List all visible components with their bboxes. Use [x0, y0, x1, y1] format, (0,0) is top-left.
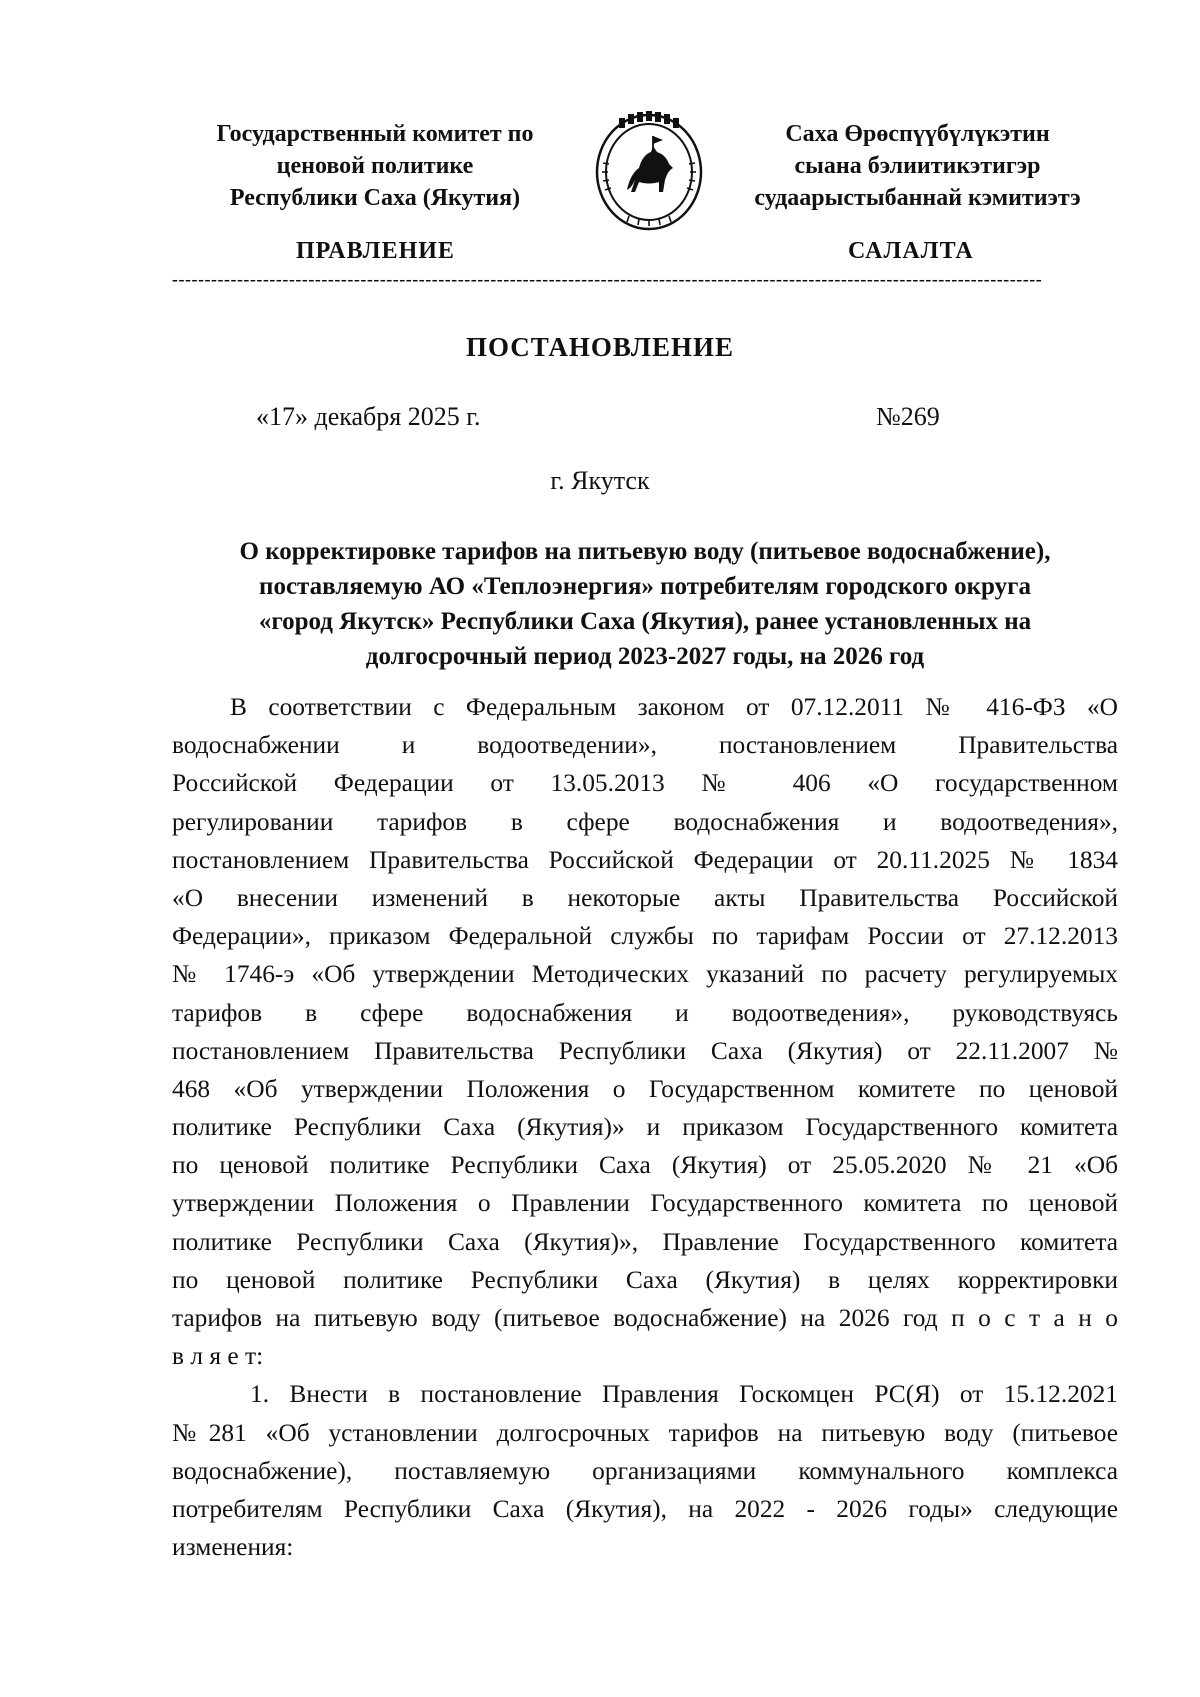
body-line: постановлением Правительства Республики Саха (Якутия) от 22.11.2007 № [172, 1036, 1118, 1065]
body-line: 1. Внести в постановление Правления Госкомцен РС(Я) от 15.12.2021 [250, 1380, 1118, 1409]
board-label-russian: ПРАВЛЕНИЕ [296, 238, 455, 264]
header-left-authority [180, 118, 570, 214]
body-line: по ценовой политике Республики Саха (Якутия) от 25.05.2020 № 21 «Об [172, 1151, 1118, 1180]
header-right-line: сыана бэлиитикэтигэр [794, 153, 1041, 179]
header-left-line: ценовой политике [276, 153, 474, 179]
header-right-authority [715, 118, 1120, 214]
document-body [172, 688, 1118, 1566]
header-right-line: судаарыстыбаннай кэмитиэтэ [754, 185, 1081, 211]
subject-line: поставляемую АО «Теплоэнергия» потребителям городского округа [259, 573, 1031, 600]
body-line: Российской Федерации от 13.05.2013 № 406 «О государственном [172, 769, 1118, 798]
body-line: по ценовой политике Республики Саха (Якутия) в целях корректировки [172, 1265, 1118, 1294]
subject-line: долгосрочный период 2023-2027 годы, на 2026 год [365, 643, 925, 670]
body-line: «О внесении изменений в некоторые акты Правительства Российской [172, 883, 1118, 912]
document-subject [172, 534, 1118, 674]
body-line: тарифов в сфере водоснабжения и водоотведения», руководствуясь [172, 998, 1118, 1027]
body-line: водоснабжении и водоотведении», постановлением Правительства [172, 731, 1118, 760]
body-line: постановлением Правительства Российской Федерации от 20.11.2025 № 1834 [172, 845, 1118, 874]
body-line: в л я е т: [172, 1342, 264, 1371]
body-line: утверждении Положения о Правлении Государственного комитета по ценовой [172, 1189, 1118, 1218]
body-line: № 1746-э «Об утверждении Методических указаний по расчету регулируемых [172, 960, 1118, 989]
body-line: регулировании тарифов в сфере водоснабжения и водоотведения», [172, 807, 1118, 836]
header-left-line: Государственный комитет по [216, 121, 534, 147]
body-line: изменения: [172, 1533, 294, 1562]
republic-sakha-emblem-icon [593, 108, 705, 232]
subject-line: «город Якутск» Республики Саха (Якутия), ранее установленных на [258, 608, 1032, 635]
body-line: потребителям Республики Саха (Якутия), на 2022 - 2026 годы» следующие [172, 1494, 1118, 1523]
document-number: №269 [876, 402, 940, 431]
body-line: Федерации», приказом Федеральной службы по тарифам России от 27.12.2013 [172, 922, 1118, 951]
board-label-sakha: САЛАЛТА [848, 238, 974, 264]
body-line: водоснабжение), поставляемую организациями коммунального комплекса [172, 1456, 1118, 1485]
subject-line: О корректировке тарифов на питьевую воду (питьевое водоснабжение), [239, 538, 1051, 565]
body-line: политике Республики Саха (Якутия)», Правление Государственного комитета [172, 1227, 1118, 1256]
body-line: политике Республики Саха (Якутия)» и приказом Государственного комитета [172, 1113, 1118, 1142]
body-line: 468 «Об утверждении Положения о Государственном комитете по ценовой [172, 1074, 1118, 1103]
body-line: тарифов на питьевую воду (питьевое водоснабжение) на 2026 год п о с т а н о [172, 1304, 1118, 1332]
body-line: В соответствии с Федеральным законом от 07.12.2011 № 416-ФЗ «О [230, 693, 1118, 721]
document-type-title: ПОСТАНОВЛЕНИЕ [465, 332, 735, 362]
document-date: «17» декабря 2025 г. [256, 402, 481, 431]
header-separator: -------------------------------------------------------------------------------------------------------------------------------------- [172, 272, 1043, 286]
header-right-line: Саха Өрөспүүбүлүкэтин [785, 121, 1050, 147]
header-left-line: Республики Саха (Якутия) [229, 185, 521, 211]
document-city: г. Якутск [550, 466, 650, 495]
body-line: №281 «Об установлении долгосрочных тарифов на питьевую воду (питьевое [172, 1418, 1118, 1447]
